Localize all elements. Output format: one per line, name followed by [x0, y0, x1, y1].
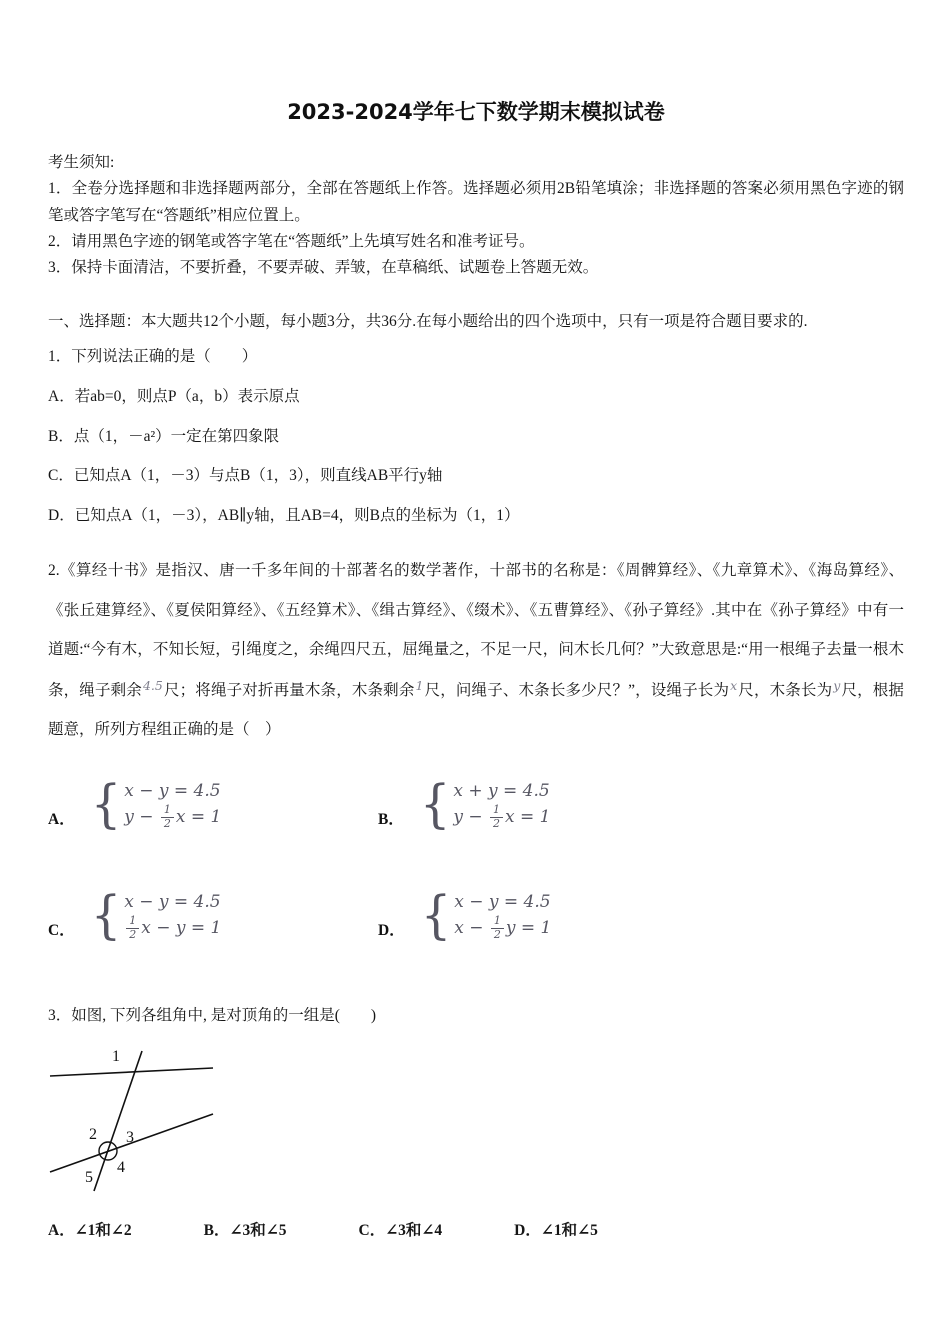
- equation-lines: [454, 889, 551, 942]
- question-2: [48, 551, 904, 946]
- equation-line: [124, 804, 221, 831]
- fraction-denominator: 2: [493, 928, 501, 942]
- fraction-denominator: 2: [129, 928, 137, 942]
- fraction-numerator: 1: [161, 804, 174, 818]
- equation-line: x − y = 4.5: [454, 891, 551, 912]
- fraction: [126, 915, 139, 941]
- angle-label-5: 5: [85, 1168, 93, 1186]
- eq-part: x = 1: [175, 807, 222, 828]
- q1-option-d: D．已知点A（1，－3），AB∥y轴，且AB=4，则B点的坐标为（1，1）: [48, 506, 520, 524]
- equation-line: [124, 915, 221, 942]
- q3-option-d: D．∠1和∠5: [514, 1221, 598, 1239]
- equation-system: [419, 774, 551, 835]
- q2-options-grid: [48, 774, 904, 946]
- equation-line: [453, 804, 550, 831]
- q2-option-c: [48, 884, 378, 946]
- q2-stem: [48, 551, 904, 750]
- q1-stem: 1．下列说法正确的是（ ）: [48, 347, 258, 365]
- option-label: D．: [378, 922, 405, 940]
- q2-option-d: [378, 884, 904, 946]
- eq-part: x −: [454, 918, 489, 939]
- q3-option-a: A．∠1和∠2: [48, 1221, 132, 1239]
- brace-glyph: {: [420, 884, 452, 946]
- equation-lines: [453, 778, 550, 831]
- option-label: B．: [378, 811, 404, 829]
- fraction-numerator: 1: [490, 804, 503, 818]
- section1-heading: 一、选择题：本大题共12个小题，每小题3分，共36分.在每小题给出的四个选项中，只有一项是符合题目要求的.: [48, 312, 808, 330]
- geometry-figure: [48, 1043, 263, 1195]
- q3-option-b: B．∠3和∠5: [203, 1221, 287, 1239]
- fraction-denominator: 2: [493, 817, 501, 831]
- q3-option-c: C．∠3和∠4: [358, 1221, 443, 1239]
- q2-math-x: x: [730, 677, 738, 693]
- equation-lines: [124, 889, 221, 942]
- q2-math-4_5: 4.5: [142, 677, 163, 693]
- figure-horizontal-line: [50, 1068, 213, 1076]
- q2-text-1: 2.《算经十书》是指汉、唐一千多年间的十部著名的数学著作，十部书的名称是：《周髀算经》、《九章算术》、《海岛算经》、《张丘建算经》、《夏侯阳算经》、《五经算术》、《缉古算经》、《缀术》、《五曹算经》、《孙子算经》.其中在《孙子算经》中有一道题:“今有木，不知长短，引绳度之，余绳四尺五，屈绳量之，不足一尺，问木长几何？”大致意思是:“用一根绳子去量一根木条，绳子剩余: [48, 562, 904, 699]
- q1-option-a: A．若ab=0，则点P（a，b）表示原点: [48, 388, 300, 406]
- fraction-denominator: 2: [163, 817, 171, 831]
- option-label: C．: [48, 922, 75, 940]
- eq-part: y −: [124, 807, 159, 828]
- notice-section: [48, 150, 904, 282]
- fraction: [491, 915, 504, 941]
- eq-part: x − y = 1: [141, 918, 222, 939]
- page-title: 2023-2024学年七下数学期末模拟试卷: [287, 100, 665, 124]
- q2-text-3: 尺，问绳子、木条长多少尺？”，设绳子长为: [424, 681, 730, 699]
- angle-label-1: 1: [112, 1047, 120, 1065]
- equation-line: x − y = 4.5: [124, 891, 221, 912]
- equation-system: [90, 774, 222, 835]
- notice-item-2: 2．请用黑色字迹的钢笔或答字笔在“答题纸”上先填写姓名和准考证号。: [48, 233, 535, 251]
- fraction-numerator: 1: [126, 915, 139, 929]
- q3-figure-wrap: [48, 1043, 904, 1200]
- q2-option-a: [48, 774, 378, 835]
- fraction: [161, 804, 174, 830]
- option-label: A．: [48, 811, 75, 829]
- equation-system: [90, 884, 222, 946]
- eq-part: y −: [453, 807, 489, 828]
- brace-glyph: {: [90, 774, 122, 835]
- q2-math-y: y: [833, 677, 841, 693]
- equation-system: [420, 884, 552, 946]
- question-3: [48, 1004, 904, 1240]
- q1-option-b: B．点（1，－a²）一定在第四象限: [48, 427, 280, 445]
- angle-label-3: 3: [126, 1128, 134, 1146]
- angle-label-4: 4: [117, 1158, 125, 1176]
- fraction: [490, 804, 503, 830]
- q2-math-1: 1: [415, 677, 424, 693]
- q3-stem: 3．如图, 下列各组角中, 是对顶角的一组是( ): [48, 1006, 377, 1024]
- question-1: [48, 345, 904, 528]
- q2-option-b: [378, 774, 904, 835]
- notice-heading: 考生须知:: [48, 154, 115, 171]
- q1-option-c: C．已知点A（1，－3）与点B（1，3），则直线AB平行y轴: [48, 467, 443, 485]
- notice-item-3: 3．保持卡面清洁，不要折叠，不要弄破、弄皱，在草稿纸、试题卷上答题无效。: [48, 259, 599, 277]
- equation-line: x + y = 4.5: [453, 780, 550, 801]
- fraction-numerator: 1: [491, 915, 504, 929]
- q2-text-5: 尺，根据题意，所列方程组正确的是（ ）: [48, 681, 904, 739]
- q2-text-2: 尺；将绳子对折再量木条，木条剩余: [163, 681, 415, 699]
- equation-lines: [124, 778, 221, 831]
- notice-item-1: 1．全卷分选择题和非选择题两部分，全部在答题纸上作答。选择题必须用2B铅笔填涂；非选择题的答案必须用黑色字迹的钢笔或答字笔写在“答题纸”相应位置上。: [48, 180, 904, 224]
- q2-text-4: 尺，木条长为: [738, 681, 833, 699]
- equation-line: x − y = 4.5: [124, 780, 221, 801]
- equation-line: [454, 915, 551, 942]
- angle-label-2: 2: [89, 1125, 97, 1143]
- eq-part: y = 1: [505, 918, 552, 939]
- q3-options-row: [48, 1218, 904, 1240]
- brace-glyph: {: [419, 774, 451, 835]
- eq-part: x = 1: [505, 807, 551, 828]
- brace-glyph: {: [90, 884, 122, 946]
